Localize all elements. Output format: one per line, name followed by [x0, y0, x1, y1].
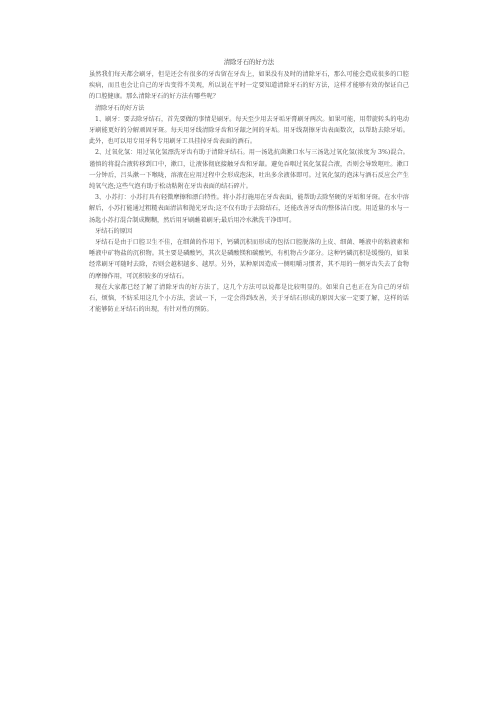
intro-paragraph: 虽然我们每天都会刷牙，但是还会有很多的牙齿留在牙齿上，如果没有及时的清除牙石，那么可能会造成很多的口腔疾病，而且也会让自己的牙齿变得不美观，所以说在平时一定要知道清除牙石的好方法，这样才能够有效的保证自己的口腔健康。那么清除牙石的好方法有哪些呢？ [89, 71, 409, 101]
method-item-hydrogen-peroxide: 2、过氧化氢：用过氧化氢漂洗牙齿有助于清除牙结石。用一汤匙抗菌漱口水与三汤匙过氧化氢(浓度为 3%)混合。谨慎的将混合液转移到口中，漱口，让液体彻底接触牙齿和牙龈。避免吞咽过氧化氢混合液，否则会导致呕吐。漱口一分钟后，吕头漱一下喉咙，溶液在应用过程中会形成泡沫，吐出多余液体即可。过氧化氢的泡沫与酒石反应会产生纯氧气泡;这些气泡有助于松动粘附在牙齿表面的结石碎片。 [89, 149, 409, 191]
conclusion-paragraph: 现在大家都已经了解了清除牙齿的好方法了，这几个方法可以说都是比较明显的。如果自己也正在为自己的牙结石，烦恼，不妨采用这几个小方法，尝试一下，一定会得到改善，关于牙结石形成的原因大家一定要了解，这样的话才能够防止牙结石的出现，有针对性的预防。 [89, 283, 409, 314]
document-page [89, 58, 409, 315]
section-heading-causes: 牙结石的原因 [95, 227, 133, 235]
section-heading-methods: 清除牙石的好方法 [95, 104, 145, 112]
method-item-brushing: 1、刷牙：要去除牙结石，首先要做的事情是刷牙。每天至少用去牙垢牙膏刷牙两次。如果可能，用带旋转头的电动牙刷能更好的分解顽固牙斑。每天用牙线清除牙齿和牙龈之间的牙垢。用牙线刮擦牙齿表面数次，以帮助去除牙垢。此外，也可以用专用牙科专用刷牙工具挂掉牙齿表面的酒石。 [89, 115, 409, 146]
document-title: 清除牙石的好方法 [223, 59, 275, 66]
method-item-baking-soda: 3、小苏打：小苏打具有轻微摩擦和漂白特性。将小苏打施用在牙齿表面，能帮助去除坚硬的牙垢和牙斑。在水中溶解后，小苏打能通过粗糙表面清洁和抛光牙齿;这不仅有助于去除结石，还能改善牙齿的整体洁白度。用适量的水与一汤匙小苏打混合制成糊糊，然后用牙刷蘸着刷牙;最后用冷水漱洗干净即可。 [89, 194, 409, 224]
causes-paragraph: 牙结石是由于口腔卫生不佳，在细菌的作用下，钙磷沉积而形成的包括口腔脱落的上皮、细菌、唾液中的粘液素和唾液中矿物盐的沉积物。其主要是磷酸钙，其次是磷酸镁和碳酸钙，有机物占少部分。这种钙磷沉积是缓慢的，如果经常刷牙可随时去除，否则会越积越多、越厚。另外，某种原因造成一侧咀嚼习惯者，其不用的一侧牙齿失去了食物的摩擦作用，可沉积较多的牙结石。 [89, 239, 409, 280]
